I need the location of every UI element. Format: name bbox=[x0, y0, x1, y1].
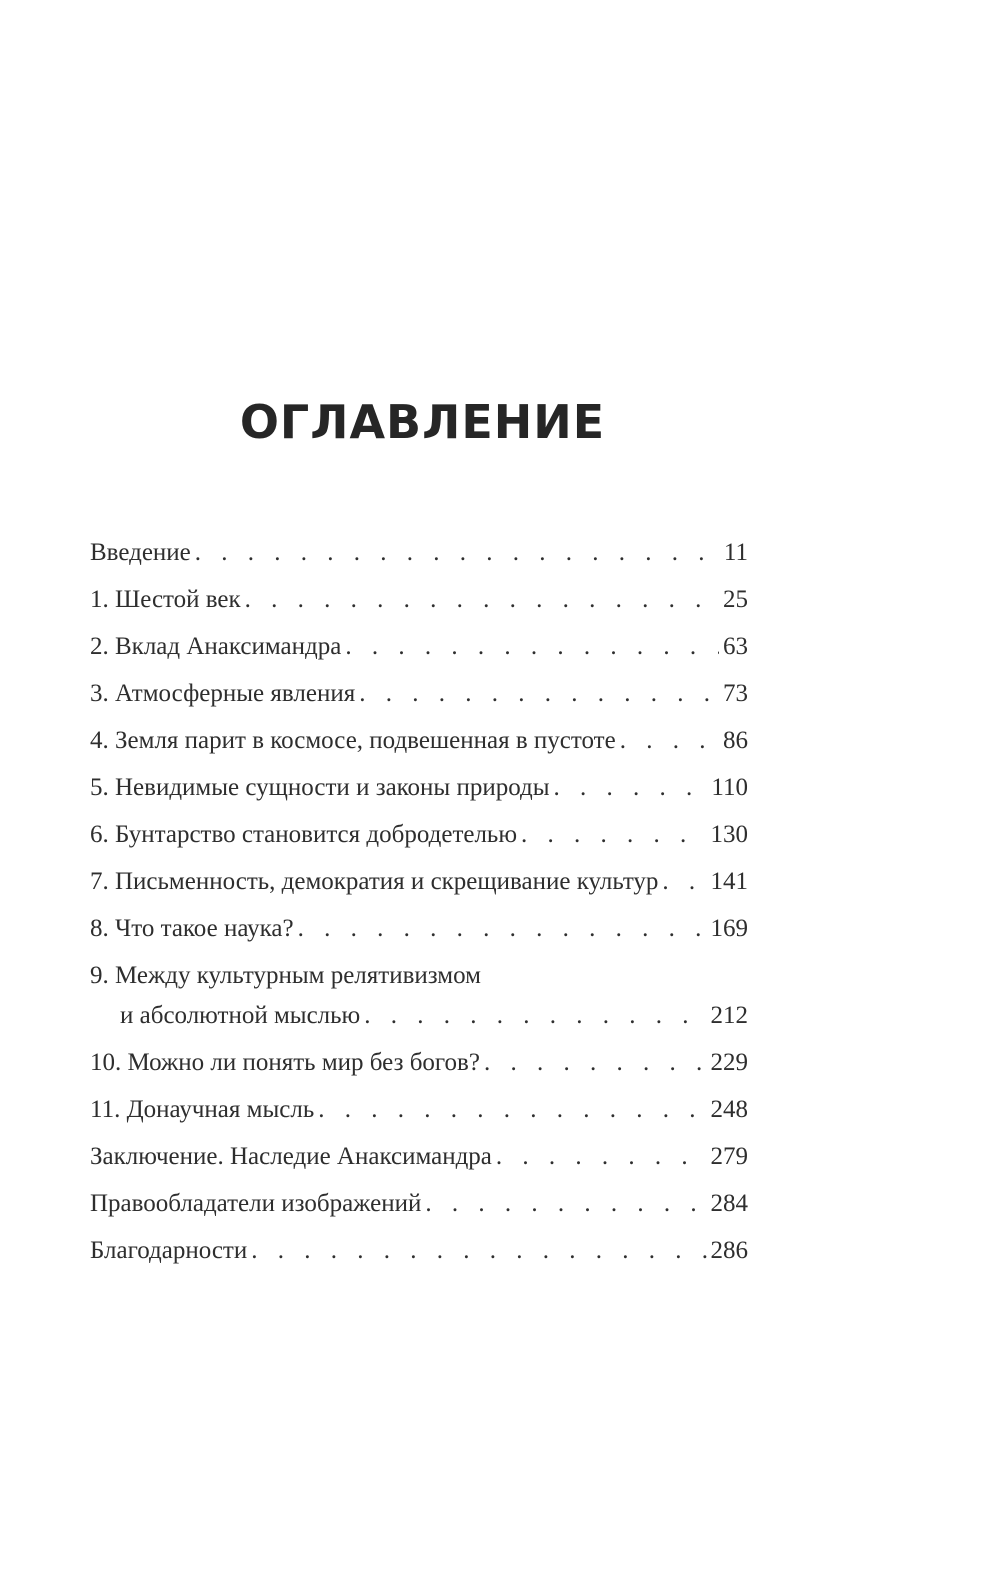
toc-entry bbox=[90, 721, 748, 768]
toc-entry bbox=[90, 768, 748, 815]
entry-label: 4. Земля парит в космосе, подвешенная в пустоте bbox=[90, 727, 616, 754]
dot-leader bbox=[521, 815, 706, 855]
entry-label: 7. Письменность, демократия и скрещивание культур bbox=[90, 868, 659, 895]
entry-label: 10. Можно ли понять мир без богов? bbox=[90, 1049, 480, 1076]
toc-entry bbox=[90, 1090, 748, 1137]
entry-label: 6. Бунтарство становится добродетелью bbox=[90, 821, 518, 848]
dot-leader bbox=[298, 909, 707, 949]
entry-label: 5. Невидимые сущности и законы природы bbox=[90, 774, 550, 801]
dot-leader bbox=[364, 996, 706, 1036]
toc-entry bbox=[90, 627, 748, 674]
dot-leader bbox=[245, 580, 719, 620]
toc-entry bbox=[90, 956, 748, 1043]
entry-page: 86 bbox=[723, 727, 748, 754]
entry-label: Заключение. Наследие Анаксимандра bbox=[90, 1143, 492, 1170]
toc-entry bbox=[90, 815, 748, 862]
entry-page: 212 bbox=[710, 1002, 748, 1029]
entry-page: 284 bbox=[710, 1190, 748, 1217]
toc-entry bbox=[90, 533, 748, 580]
dot-leader bbox=[484, 1043, 707, 1083]
toc-entry bbox=[90, 1231, 748, 1278]
dot-leader bbox=[345, 627, 719, 667]
table-of-contents bbox=[90, 533, 748, 1278]
entry-page: 279 bbox=[710, 1143, 748, 1170]
entry-page: 25 bbox=[723, 586, 748, 613]
dot-leader bbox=[318, 1090, 706, 1130]
toc-entry bbox=[90, 580, 748, 627]
entry-page: 110 bbox=[711, 774, 748, 801]
entry-label: Правообладатели изображений bbox=[90, 1190, 422, 1217]
entry-label: Введение bbox=[90, 539, 191, 566]
toc-entry bbox=[90, 862, 748, 909]
dot-leader bbox=[496, 1137, 707, 1177]
entry-label: 11. Донаучная мысль bbox=[90, 1096, 315, 1123]
page-title: ОГЛАВЛЕНИЕ bbox=[239, 395, 606, 449]
entry-label: Благодарности bbox=[90, 1237, 248, 1264]
toc-entry bbox=[90, 674, 748, 721]
dot-leader bbox=[195, 533, 720, 573]
entry-page: 229 bbox=[710, 1049, 748, 1076]
toc-entry bbox=[90, 1184, 748, 1231]
entry-page: 169 bbox=[710, 915, 748, 942]
entry-page: 11 bbox=[723, 539, 748, 566]
entry-page: 248 bbox=[710, 1096, 748, 1123]
dot-leader bbox=[662, 862, 706, 902]
entry-label: 3. Атмосферные явления bbox=[90, 680, 356, 707]
toc-entry bbox=[90, 909, 748, 956]
toc-entry bbox=[90, 1043, 748, 1090]
dot-leader bbox=[359, 674, 719, 714]
entry-page: 286 bbox=[710, 1237, 748, 1264]
dot-leader bbox=[425, 1184, 706, 1224]
dot-leader bbox=[620, 721, 719, 761]
entry-label: 2. Вклад Анаксимандра bbox=[90, 633, 342, 660]
entry-label: 9. Между культурным релятивизмом bbox=[90, 962, 481, 989]
entry-page: 63 bbox=[723, 633, 748, 660]
dot-leader bbox=[251, 1231, 706, 1271]
entry-page: 130 bbox=[710, 821, 748, 848]
entry-label: 8. Что такое наука? bbox=[90, 915, 294, 942]
entry-page: 73 bbox=[723, 680, 748, 707]
toc-entry bbox=[90, 1137, 748, 1184]
dot-leader bbox=[554, 768, 708, 808]
entry-label: 1. Шестой век bbox=[90, 586, 241, 613]
entry-page: 141 bbox=[710, 868, 748, 895]
entry-label-continued: и абсолютной мыслью bbox=[120, 1002, 361, 1029]
